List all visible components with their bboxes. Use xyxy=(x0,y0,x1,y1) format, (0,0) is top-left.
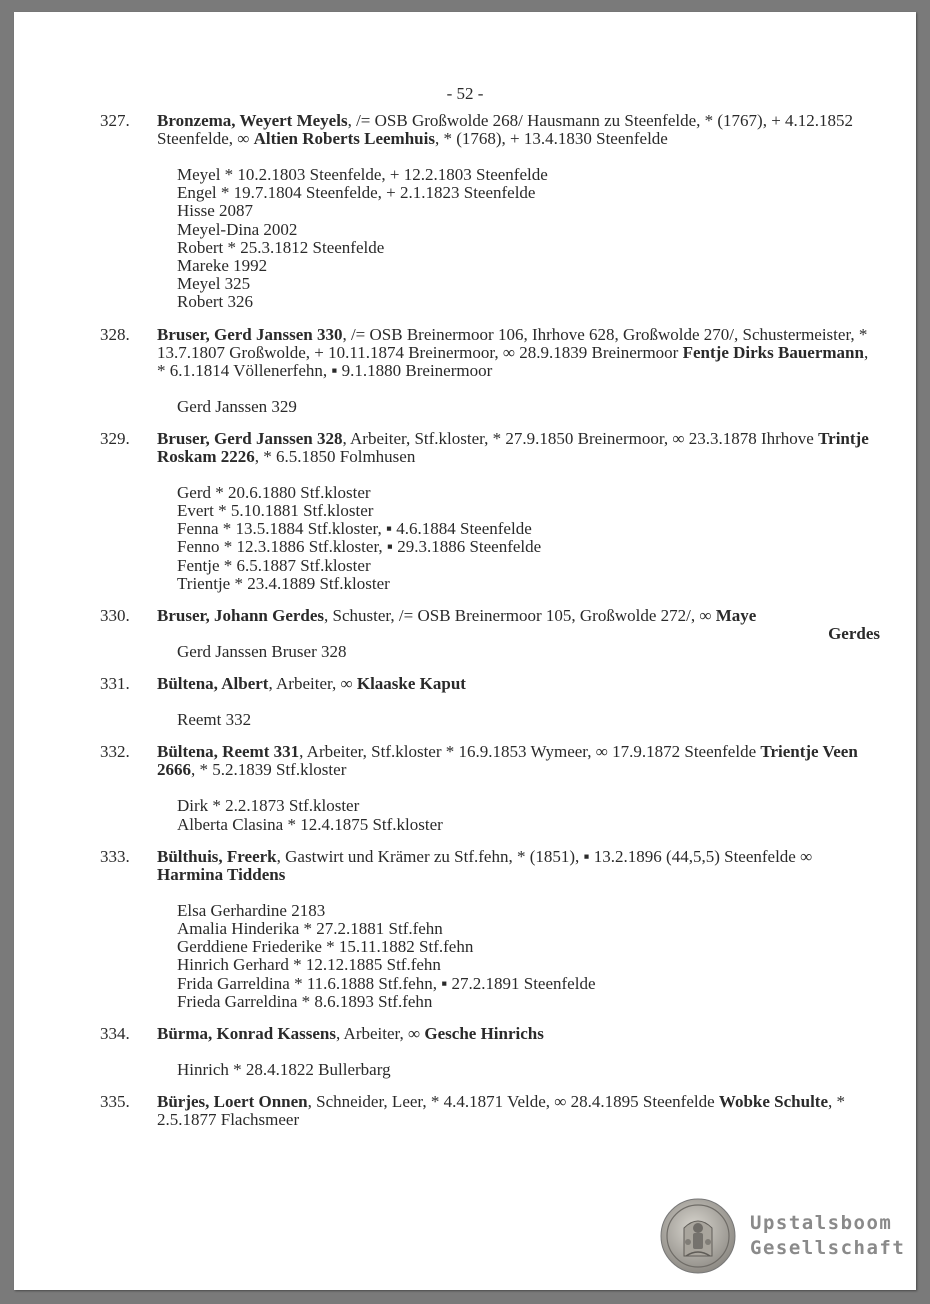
upstalsboom-logo xyxy=(660,1198,905,1274)
child-entry: Mareke 1992 xyxy=(177,256,268,276)
child-entry: Gerddiene Friederike * 15.11.1882 Stf.fehn xyxy=(177,937,474,957)
spouse-name: Trientje Veen 2666 xyxy=(157,742,858,780)
spouse-name: Klaaske Kaput xyxy=(356,674,466,694)
children-list xyxy=(177,711,880,729)
document-page xyxy=(14,12,916,1290)
person-name: Bürjes, Loert Onnen xyxy=(157,1092,308,1112)
child-entry: Frieda Garreldina * 8.6.1893 Stf.fehn xyxy=(177,991,433,1011)
entry-details: , Arbeiter, ∞ xyxy=(268,674,357,694)
genealogy-entry xyxy=(100,1025,880,1079)
person-name: Bürma, Konrad Kassens xyxy=(157,1024,336,1044)
child-entry: Gerd Janssen Bruser 328 xyxy=(177,642,347,662)
entry-number: 332. xyxy=(100,742,130,762)
entry-number: 327. xyxy=(100,111,130,130)
child-entry: Amalia Hinderika * 27.2.1881 Stf.fehn xyxy=(177,919,443,939)
spouse-name: Gesche Hinrichs xyxy=(424,1024,544,1044)
entry-details-tail: , * 6.5.1850 Folmhusen xyxy=(254,446,416,466)
entry-number: 330. xyxy=(100,606,130,626)
child-entry: Hinrich * 28.4.1822 Bullerbarg xyxy=(177,1060,391,1080)
entry-number: 334. xyxy=(100,1024,130,1044)
entry-details-tail: , * 6.1.1814 Völlenerfehn, ▪ 9.1.1880 Breinermoor xyxy=(157,342,869,380)
entry-heading xyxy=(157,743,880,779)
entry-number: 333. xyxy=(100,846,130,866)
children-list xyxy=(177,902,880,1011)
seal-icon xyxy=(660,1198,736,1274)
child-entry: Elsa Gerhardine 2183 xyxy=(177,900,326,920)
spouse-name: Wobke Schulte xyxy=(718,1092,829,1112)
child-entry: Frida Garreldina * 11.6.1888 Stf.fehn, ▪ 27.2.1891 Steenfelde xyxy=(177,973,596,993)
entry-heading xyxy=(157,112,880,148)
spouse-name: Trintje Roskam 2226 xyxy=(157,428,869,466)
person-name: Bültena, Reemt 331 xyxy=(157,742,300,762)
entry-details: , Schneider, Leer, * 4.4.1871 Velde, ∞ 28.4.1895 Steenfelde xyxy=(307,1092,719,1112)
person-name: Bronzema, Weyert Meyels xyxy=(157,111,348,130)
entry-details: , Arbeiter, ∞ xyxy=(336,1024,425,1044)
child-entry: Trientje * 23.4.1889 Stf.kloster xyxy=(177,573,390,593)
spouse-name: Maye xyxy=(715,606,757,626)
child-entry: Meyel * 10.2.1803 Steenfelde, + 12.2.1803 Steenfelde xyxy=(177,165,548,184)
entry-heading xyxy=(157,326,880,380)
genealogy-entry xyxy=(100,326,880,416)
entry-heading xyxy=(157,607,880,643)
person-name: Bülthuis, Freerk xyxy=(157,846,277,866)
spouse-name: Harmina Tiddens xyxy=(157,864,286,884)
entry-number: 328. xyxy=(100,324,130,344)
child-entry: Robert * 25.3.1812 Steenfelde xyxy=(177,237,385,257)
entry-details: , Gastwirt und Krämer zu Stf.fehn, * (1851), ▪ 13.2.1896 (44,5,5) Steenfelde ∞ xyxy=(276,846,813,866)
genealogy-entry xyxy=(100,675,880,729)
children-list xyxy=(177,398,880,416)
child-entry: Engel * 19.7.1804 Steenfelde, + 2.1.1823 Steenfelde xyxy=(177,183,536,203)
child-entry: Hisse 2087 xyxy=(177,201,254,221)
child-entry: Meyel 325 xyxy=(177,274,251,294)
children-list xyxy=(177,797,880,833)
entry-heading xyxy=(157,848,880,884)
person-name: Bültena, Albert xyxy=(157,674,269,694)
spouse-name: Altien Roberts Leemhuis xyxy=(253,129,435,148)
entry-list xyxy=(100,112,880,1143)
entry-details-tail: , * 5.2.1839 Stf.kloster xyxy=(191,760,347,780)
entry-details: , /= OSB Großwolde 268/ Hausmann zu Steenfelde, * (1767), + 4.12.1852 Steenfelde, ∞ xyxy=(157,111,854,148)
entry-details: , Schuster, /= OSB Breinermoor 105, Großwolde 272/, ∞ xyxy=(324,606,716,626)
child-entry: Gerd * 20.6.1880 Stf.kloster xyxy=(177,482,371,502)
child-entry: Hinrich Gerhard * 12.12.1885 Stf.fehn xyxy=(177,955,441,975)
children-list xyxy=(177,166,880,312)
logo-text xyxy=(750,1211,905,1261)
entry-details: , /= OSB Breinermoor 106, Ihrhove 628, Großwolde 270/, Schustermeister, * 13.7.1807 Großwolde, + 10.11.1874 Breinermoor, ∞ 28.9.1839 Breinermoor xyxy=(157,324,868,362)
child-entry: Meyel-Dina 2002 xyxy=(177,219,298,239)
entry-heading xyxy=(157,1093,880,1129)
child-entry: Evert * 5.10.1881 Stf.kloster xyxy=(177,501,374,521)
entry-heading xyxy=(157,430,880,466)
children-list xyxy=(177,643,880,661)
genealogy-entry xyxy=(100,112,880,312)
logo-line-1: Upstalsboom xyxy=(750,1212,893,1234)
child-entry: Fentje * 6.5.1887 Stf.kloster xyxy=(177,555,371,575)
entry-number: 335. xyxy=(100,1092,130,1112)
person-name: Bruser, Gerd Janssen 328 xyxy=(157,428,343,448)
entry-heading xyxy=(157,1025,880,1043)
child-entry: Dirk * 2.2.1873 Stf.kloster xyxy=(177,796,360,816)
person-name: Bruser, Gerd Janssen 330 xyxy=(157,324,343,344)
genealogy-entry xyxy=(100,1093,880,1129)
entry-details: , Arbeiter, Stf.kloster * 16.9.1853 Wymeer, ∞ 17.9.1872 Steenfelde xyxy=(299,742,761,762)
person-name: Bruser, Johann Gerdes xyxy=(157,606,325,626)
entry-details: , Arbeiter, Stf.kloster, * 27.9.1850 Breinermoor, ∞ 23.3.1878 Ihrhove xyxy=(342,428,819,448)
child-entry: Alberta Clasina * 12.4.1875 Stf.kloster xyxy=(177,814,443,834)
entry-number: 329. xyxy=(100,428,130,448)
spouse-name: Fentje Dirks Bauermann xyxy=(682,342,864,362)
genealogy-entry xyxy=(100,430,880,593)
child-entry: Reemt 332 xyxy=(177,710,252,730)
entry-heading xyxy=(157,675,880,693)
child-entry: Fenna * 13.5.1884 Stf.kloster, ▪ 4.6.1884 Steenfelde xyxy=(177,519,532,539)
entry-number: 331. xyxy=(100,674,130,694)
page-number: - 52 - xyxy=(446,84,484,103)
entry-details-tail: , * 2.5.1877 Flachsmeer xyxy=(157,1092,846,1130)
children-list xyxy=(177,484,880,593)
child-entry: Robert 326 xyxy=(177,292,254,312)
entry-details-tail: , * (1768), + 13.4.1830 Steenfelde xyxy=(434,129,668,148)
child-entry: Fenno * 12.3.1886 Stf.kloster, ▪ 29.3.1886 Steenfelde xyxy=(177,537,542,557)
genealogy-entry xyxy=(100,743,880,833)
genealogy-entry xyxy=(100,848,880,1011)
genealogy-entry xyxy=(100,607,880,661)
child-entry: Gerd Janssen 329 xyxy=(177,396,297,416)
children-list xyxy=(177,1061,880,1079)
logo-line-2: Gesellschaft xyxy=(750,1237,906,1259)
spouse-name-continuation: Gerdes xyxy=(828,624,880,644)
